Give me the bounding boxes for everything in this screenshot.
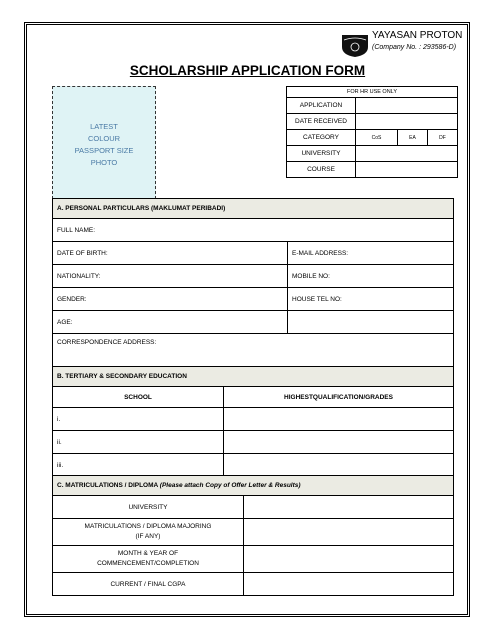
school-row-2[interactable]: ii. [53,431,224,454]
school-row-3[interactable]: iii. [53,454,224,477]
qualification-row-3[interactable] [224,454,454,477]
commencement-field[interactable] [244,546,454,573]
majoring-field[interactable] [244,519,454,546]
commencement-label-line-1: MONTH & YEAR OF [117,550,179,557]
majoring-label [53,519,244,546]
hr-category-label: CATEGORY [287,130,356,146]
gender-field[interactable]: GENDER: [53,288,288,311]
hr-university-field[interactable] [356,146,458,162]
qualification-row-2[interactable] [224,431,454,454]
mobile-field[interactable]: MOBILE NO: [288,265,454,288]
majoring-label-line-2: (IF ANY) [135,533,161,540]
hr-course-field[interactable] [356,162,458,178]
qualification-column-header: HIGHESTQUALIFICATION/GRADES [224,387,454,408]
hr-application-label: APPLICATION [287,98,356,114]
section-a-heading: A. PERSONAL PARTICULARS (MAKLUMAT PERIBADI) [53,199,454,219]
hr-course-label: COURSE [287,162,356,178]
section-a-table [52,198,454,370]
email-field[interactable]: E-MAIL ADDRESS: [288,242,454,265]
cgpa-label: CURRENT / FINAL CGPA [53,573,244,596]
university-field[interactable] [244,496,454,519]
qualification-row-1[interactable] [224,408,454,431]
school-row-1[interactable]: i. [53,408,224,431]
full-name-field[interactable]: FULL NAME: [53,219,454,242]
dob-field[interactable]: DATE OF BIRTH: [53,242,288,265]
hr-university-label: UNIVERSITY [287,146,356,162]
hr-use-table [286,86,458,178]
company-number: (Company No. : 293586-D) [372,44,457,51]
cgpa-field[interactable] [244,573,454,596]
org-name: YAYASAN PROTON [372,30,463,41]
house-tel-field[interactable]: HOUSE TEL NO: [288,288,454,311]
hr-heading: FOR HR USE ONLY [287,87,458,98]
section-c-heading-note: (Please attach Copy of Offer Letter & Results) [159,482,301,489]
age-blank-cell [288,311,454,334]
university-label: UNIVERSITY [53,496,244,519]
majoring-label-line-1: MATRICULATIONS / DIPLOMA MAJORING [84,523,212,530]
section-c-heading [53,476,454,496]
commencement-label-line-2: COMMENCEMENT/COMPLETION [97,560,199,567]
commencement-label [53,546,244,573]
hr-application-field[interactable] [356,98,458,114]
photo-label-line: LATEST [90,122,118,131]
proton-logo-icon [340,32,370,58]
section-b-table [52,366,454,477]
form-title: SCHOLARSHIP APPLICATION FORM [129,63,366,78]
address-field[interactable]: CORRESPONDENCE ADDRESS: [53,334,454,370]
photo-label-line: COLOUR [87,134,121,143]
school-column-header: SCHOOL [53,387,224,408]
hr-category-cos[interactable]: CoS [356,130,398,146]
photo-label-line: PHOTO [90,158,118,167]
hr-date-received-field[interactable] [356,114,458,130]
hr-category-df[interactable]: DF [427,130,457,146]
nationality-field[interactable]: NATIONALITY: [53,265,288,288]
age-field[interactable]: AGE: [53,311,288,334]
hr-category-ea[interactable]: EA [397,130,427,146]
photo-label-line: PASSPORT SIZE [74,146,134,155]
section-b-heading: B. TERTIARY & SECONDARY EDUCATION [53,367,454,387]
section-c-table [52,475,454,596]
section-c-heading-bold: C. MATRICULATIONS / DIPLOMA [57,482,160,489]
photo-box [52,86,156,204]
hr-date-received-label: DATE RECEIVED [287,114,356,130]
